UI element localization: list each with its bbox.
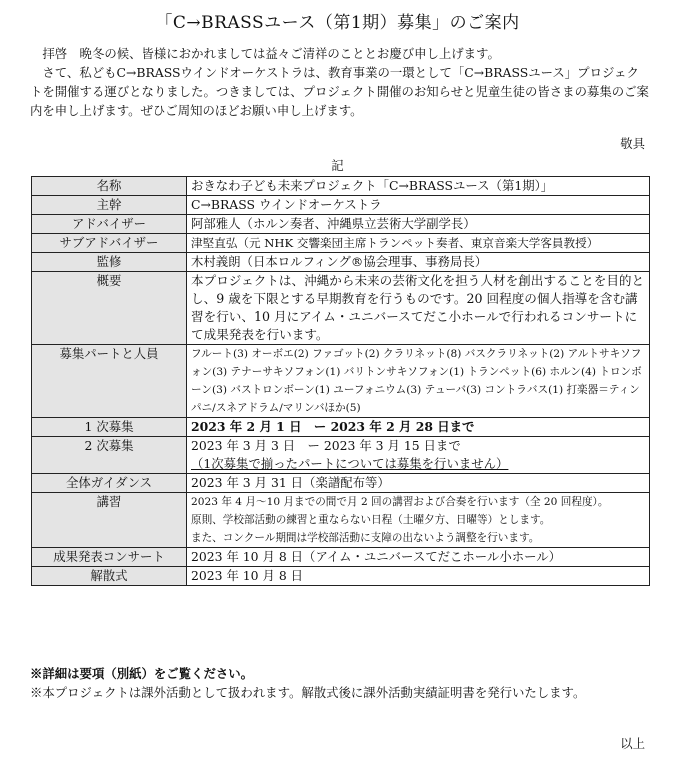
table-row [32,196,650,215]
guidance-value: 2023 年 3 月 31 日（楽譜配布等） [187,474,650,493]
second-recruit-label: 2 次募集 [32,437,187,474]
extracurricular-note: ※本プロジェクトは課外活動として扱われます。解散式後に課外活動実績証明書を発行いたします。 [30,685,586,700]
supervision-label: 監修 [32,253,187,272]
concert-value: 2023 年 10 月 8 日（アイム・ユニバースてだこホール小ホール） [187,548,650,567]
parts-value: フルート(3) オーボエ(2) ファゴット(2) クラリネット(8) バスクラリネット(2) アルトサキソフォン(3) テナーサキソフォン(1) バリトンサキソフォン(1) トランペット(6) ホルン(4) トロンボーン(3) バストロンボーン(1) ユーフォニウム(3) テューバ(3) コントラバス(1) 打楽器＝ティンパニ/スネアドラム/マリンバほか(5) [187,345,650,418]
lessons-cell [187,493,650,548]
intro-section [30,44,649,120]
first-recruit-label: 1 次募集 [32,418,187,437]
table-row [32,418,650,437]
table-row [32,437,650,474]
sub-advisor-label: サブアドバイザー [32,234,187,253]
overview-label: 概要 [32,272,187,345]
table-row [32,493,650,548]
guidance-label: 全体ガイダンス [32,474,187,493]
announcement-paragraph: さて、私どもC→BRASSウインドオーケストラは、教育事業の一環として「C→BRASSユース」プロジェクトを開催する運びとなりました。つきましては、プロジェクト開催のお知らせと児童生徒の皆さまの募集のご案内を申し上げます。ぜひご周知のほどお願い申し上げます。 [30,65,649,118]
second-recruit-value: 2023 年 3 月 3 日 ー 2023 年 3 月 15 日まで [191,438,461,453]
lessons-line-3: また、コンクール期間は学校部活動に支障の出ないよう調整を行います。 [191,532,540,544]
first-recruit-value: 2023 年 2 月 1 日 ー 2023 年 2 月 28 日まで [187,418,650,437]
host-value: C→BRASS ウインドオーケストラ [187,196,650,215]
table-row [32,215,650,234]
lessons-line-2: 原則、学校部活動の練習と重ならない日程（土曜夕方、日曜等）とします。 [191,514,551,526]
name-value: おきなわ子ども未来プロジェクト「C→BRASSユース（第1期）」 [187,177,650,196]
dissolution-label: 解散式 [32,567,187,586]
overview-value: 本プロジェクトは、沖縄から未来の芸術文化を担う人材を創出することを目的とし、9 歳を下限とする早期教育を行うものです。20 回程度の個人指導を含む講習を行い、10 月にアイム・ユニバースてだこ小ホールで行われるコンサートにて成果発表を行います。 [187,272,650,345]
table-row [32,567,650,586]
document-title: 「C→BRASSユース（第1期）募集」のご案内 [155,13,520,33]
advisor-value: 阿部雅人（ホルン奏者、沖縄県立芸術大学副学長） [187,215,650,234]
footer-notes [30,664,649,702]
lessons-line-1: 2023 年 4 月～10 月までの間で月 2 回の講習および合奏を行います（全 20 回程度）。 [191,496,609,508]
table-row [32,345,650,418]
host-label: 主幹 [32,196,187,215]
table-row [32,177,650,196]
table-row [32,253,650,272]
supervision-value: 木村義朗（日本ロルフィング®協会理事、事務局長） [187,253,650,272]
sub-advisor-value: 津堅直弘（元 NHK 交響楽団主席トランペット奏者、東京音楽大学客員教授） [187,234,650,253]
greeting-paragraph: 拝啓 晩冬の候、皆様におかれましては益々ご清祥のこととお慶び申し上げます。 [42,46,500,61]
table-row [32,548,650,567]
details-note: ※詳細は要項（別紙）をご覧ください。 [30,666,254,681]
lessons-label: 講習 [32,493,187,548]
parts-label: 募集パートと人員 [32,345,187,418]
table-row [32,234,650,253]
ki-marker: 記 [331,158,344,173]
dissolution-value: 2023 年 10 月 8 日 [187,567,650,586]
advisor-label: アドバイザー [32,215,187,234]
second-recruit-cell [187,437,650,474]
second-recruit-note: （1次募集で揃ったパートについては募集を行いません） [191,456,509,471]
concert-label: 成果発表コンサート [32,548,187,567]
table-row [32,474,650,493]
name-label: 名称 [32,177,187,196]
table-row [32,272,650,345]
project-info-table [31,176,650,586]
closing-ijo: 以上 [620,736,645,751]
closing-keigu: 敬具 [620,136,645,151]
